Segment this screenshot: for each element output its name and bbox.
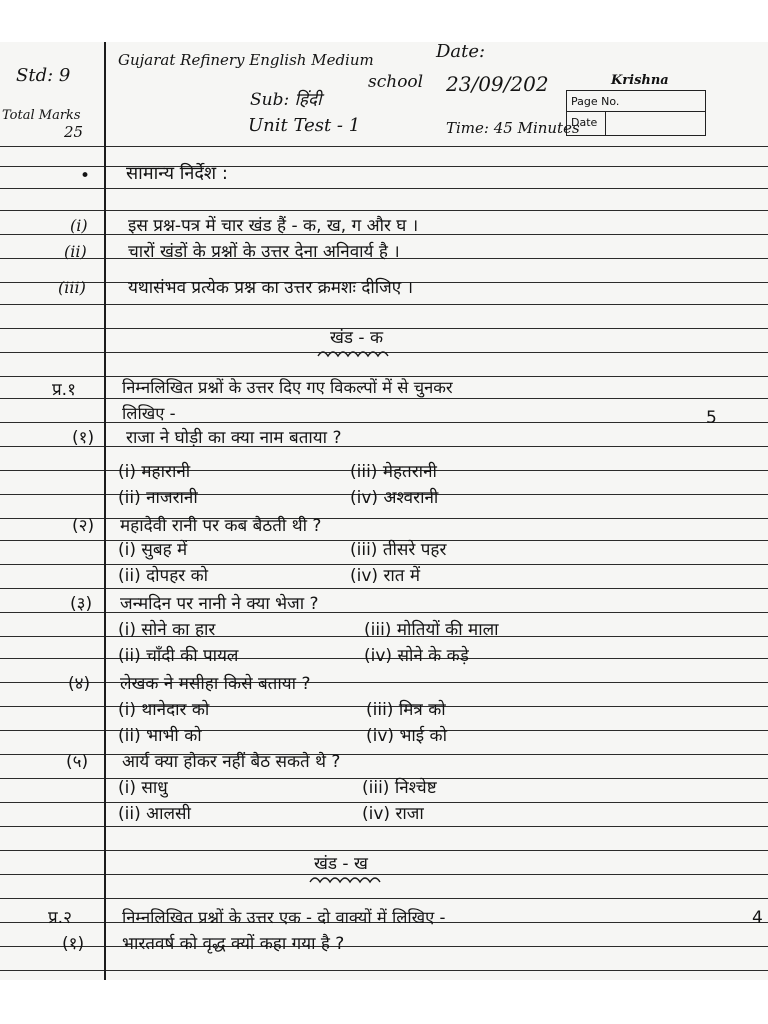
date-value: 23/09/202 bbox=[446, 72, 549, 96]
subquestion-num: (१) bbox=[62, 934, 85, 954]
subquestion-text: भारतवर्ष को वृद्ध क्यों कहा गया है ? bbox=[122, 934, 345, 954]
std-label: Std: 9 bbox=[16, 65, 71, 86]
instruction-num: (ii) bbox=[64, 242, 87, 261]
time-label: Time: 45 Minutes bbox=[446, 119, 580, 137]
ruled-line bbox=[0, 898, 768, 899]
mcq-option: (iv) राजा bbox=[362, 804, 424, 824]
mcq-question: लेखक ने मसीहा किसे बताया ? bbox=[120, 674, 311, 694]
instruction-text: चारों खंडों के प्रश्नों के उत्तर देना अनिवार्य है । bbox=[128, 242, 400, 262]
ruled-line bbox=[0, 376, 768, 377]
instructions-title: सामान्य निर्देश : bbox=[126, 163, 228, 184]
mcq-option: (iv) भाई को bbox=[366, 726, 448, 746]
notebook-page bbox=[0, 42, 768, 980]
question-1-marks: 5 bbox=[706, 408, 717, 428]
instruction-num: (i) bbox=[70, 216, 88, 235]
ruled-line bbox=[0, 422, 768, 423]
mcq-option: (iv) रात में bbox=[350, 566, 421, 586]
instruction-num: (iii) bbox=[58, 278, 86, 297]
mcq-num: (४) bbox=[68, 674, 91, 694]
mcq-option: (i) साधु bbox=[118, 778, 168, 798]
mcq-option: (ii) आलसी bbox=[118, 804, 191, 824]
total-marks-label: Total Marks bbox=[2, 108, 81, 123]
ruled-line bbox=[0, 518, 768, 519]
ruled-line bbox=[0, 850, 768, 851]
mcq-option: (iii) तीसरे पहर bbox=[350, 540, 447, 560]
ruled-line bbox=[0, 328, 768, 329]
question-2-marks: 4 bbox=[752, 908, 763, 928]
ruled-line bbox=[0, 166, 768, 167]
date-box-label: Date bbox=[571, 116, 598, 129]
bullet: • bbox=[80, 166, 91, 186]
ruled-line bbox=[0, 304, 768, 305]
mcq-option: (i) थानेदार को bbox=[118, 700, 210, 720]
ruled-line bbox=[0, 398, 768, 399]
question-1-num: प्र.१ bbox=[52, 380, 76, 400]
ruled-line bbox=[0, 826, 768, 827]
question-2-num: प्र.२ bbox=[48, 908, 72, 928]
ruled-line bbox=[0, 754, 768, 755]
mcq-question: आर्य क्या होकर नहीं बैठ सकते थे ? bbox=[122, 752, 341, 772]
heading-underline bbox=[308, 874, 388, 886]
section-a-heading: खंड - क bbox=[330, 328, 383, 348]
mcq-option: (ii) चाँदी की पायल bbox=[118, 646, 239, 666]
page-date-box bbox=[566, 73, 706, 136]
section-b-heading: खंड - ख bbox=[314, 854, 368, 874]
mcq-option: (i) महारानी bbox=[118, 462, 191, 482]
instruction-text: यथासंभव प्रत्येक प्रश्न का उत्तर क्रमशः दीजिए । bbox=[128, 278, 414, 298]
mcq-question: राजा ने घोड़ी का क्या नाम बताया ? bbox=[126, 428, 342, 448]
heading-underline bbox=[316, 348, 392, 360]
mcq-question: महादेवी रानी पर कब बैठती थी ? bbox=[120, 516, 322, 536]
ruled-line bbox=[0, 612, 768, 613]
unit-test: Unit Test - 1 bbox=[248, 115, 361, 136]
ruled-line bbox=[0, 588, 768, 589]
ruled-line bbox=[0, 210, 768, 211]
mcq-option: (iv) अश्वरानी bbox=[350, 488, 439, 508]
ruled-line bbox=[0, 970, 768, 971]
page-no-label: Page No. bbox=[571, 95, 620, 108]
ruled-line bbox=[0, 946, 768, 947]
mcq-option: (iii) निश्चेष्ट bbox=[362, 778, 437, 798]
mcq-option: (ii) नाजरानी bbox=[118, 488, 198, 508]
ruled-line bbox=[0, 188, 768, 189]
notebook-brand: Krishna bbox=[611, 73, 669, 88]
mcq-question: जन्मदिन पर नानी ने क्या भेजा ? bbox=[120, 594, 319, 614]
date-label: Date: bbox=[436, 42, 486, 62]
ruled-line bbox=[0, 446, 768, 447]
mcq-num: (३) bbox=[70, 594, 93, 614]
mcq-option: (i) सोने का हार bbox=[118, 620, 216, 640]
ruled-line bbox=[0, 564, 768, 565]
question-1-text: निम्नलिखित प्रश्नों के उत्तर दिए गए विकल्पों में से चुनकर bbox=[122, 378, 453, 397]
mcq-num: (१) bbox=[72, 428, 95, 448]
school-name: Gujarat Refinery English Medium bbox=[118, 51, 374, 69]
total-marks-value: 25 bbox=[64, 123, 84, 141]
mcq-option: (iii) मित्र को bbox=[366, 700, 446, 720]
mcq-option: (ii) भाभी को bbox=[118, 726, 202, 746]
question-1-text-cont: लिखिए - bbox=[122, 404, 176, 423]
instruction-text: इस प्रश्न-पत्र में चार खंड हैं - क, ख, ग और घ । bbox=[128, 216, 419, 236]
ruled-line bbox=[0, 146, 768, 147]
school-label: school bbox=[368, 72, 424, 92]
margin-line bbox=[104, 42, 106, 980]
question-2-text: निम्नलिखित प्रश्नों के उत्तर एक - दो वाक्यों में लिखिए - bbox=[122, 908, 446, 927]
mcq-option: (ii) दोपहर को bbox=[118, 566, 209, 586]
mcq-num: (२) bbox=[72, 516, 95, 536]
mcq-option: (i) सुबह में bbox=[118, 540, 188, 560]
mcq-num: (५) bbox=[66, 752, 89, 772]
ruled-line bbox=[0, 802, 768, 803]
mcq-option: (iii) मेहतरानी bbox=[350, 462, 437, 482]
mcq-option: (iv) सोने के कड़े bbox=[364, 646, 469, 666]
ruled-line bbox=[0, 682, 768, 683]
subject: Sub: हिंदी bbox=[250, 90, 322, 110]
mcq-option: (iii) मोतियों की माला bbox=[364, 620, 499, 640]
